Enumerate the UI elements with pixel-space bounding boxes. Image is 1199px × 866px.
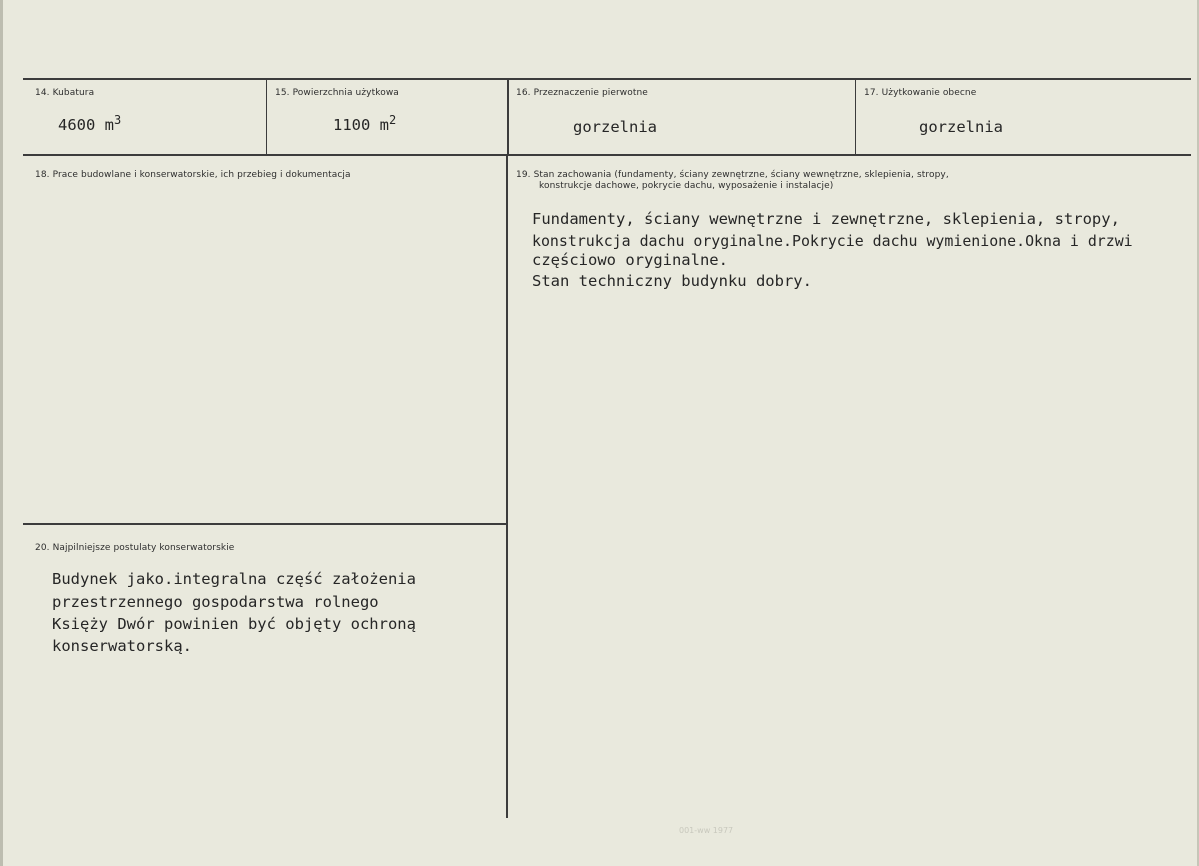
section-20-rule bbox=[23, 523, 506, 525]
uzytkowanie-label: 17. Użytkowanie obecne bbox=[864, 88, 977, 98]
stan-label-line1: 19. Stan zachowania (fundamenty, ściany zewnętrzne, ściany wewnętrzne, sklepienia, stropy, bbox=[516, 170, 949, 180]
kubatura-value: 4600 $m^3$ bbox=[58, 113, 122, 134]
print-code: 001-ww 1977 bbox=[679, 826, 734, 835]
postulaty-text-line: przestrzennego gospodarstwa rolnego bbox=[52, 593, 379, 611]
kubatura-label: 14. Kubatura bbox=[35, 88, 95, 98]
uzytkowanie-value: gorzelnia bbox=[919, 118, 1003, 136]
divider-14-15 bbox=[266, 79, 267, 155]
header-bottom-rule bbox=[23, 154, 1191, 156]
przeznaczenie-label: 16. Przeznaczenie pierwotne bbox=[516, 88, 648, 98]
stan-text-line: Fundamenty, ściany wewnętrzne i zewnętrzne, sklepienia, stropy, bbox=[532, 210, 1120, 228]
stan-text-line: konstrukcja dachu oryginalne.Pokrycie dachu wymienione.Okna i drzwi bbox=[532, 232, 1133, 250]
stan-label-line2: konstrukcje dachowe, pokrycie dachu, wyposażenie i instalacje) bbox=[539, 181, 834, 191]
powierzchnia-label: 15. Powierzchnia użytkowa bbox=[275, 88, 399, 98]
divider-16-17 bbox=[855, 79, 856, 155]
stan-text-line: Stan techniczny budynku dobry. bbox=[532, 272, 812, 290]
top-rule bbox=[23, 78, 1191, 80]
przeznaczenie-value: gorzelnia bbox=[573, 118, 657, 136]
postulaty-label: 20. Najpilniejsze postulaty konserwatorskie bbox=[35, 543, 235, 553]
stan-text-line: częściowo oryginalne. bbox=[532, 251, 728, 269]
postulaty-text-line: konserwatorską. bbox=[52, 637, 192, 655]
postulaty-text-line: Budynek jako.integralna część założenia bbox=[52, 570, 416, 588]
prace-label: 18. Prace budowlane i konserwatorskie, ich przebieg i dokumentacja bbox=[35, 170, 351, 180]
powierzchnia-value: 1100 $m^2$ bbox=[333, 113, 397, 134]
main-column-divider bbox=[506, 155, 508, 818]
postulaty-text-line: Księży Dwór powinien być objęty ochroną bbox=[52, 615, 416, 633]
divider-15-16 bbox=[507, 79, 509, 155]
